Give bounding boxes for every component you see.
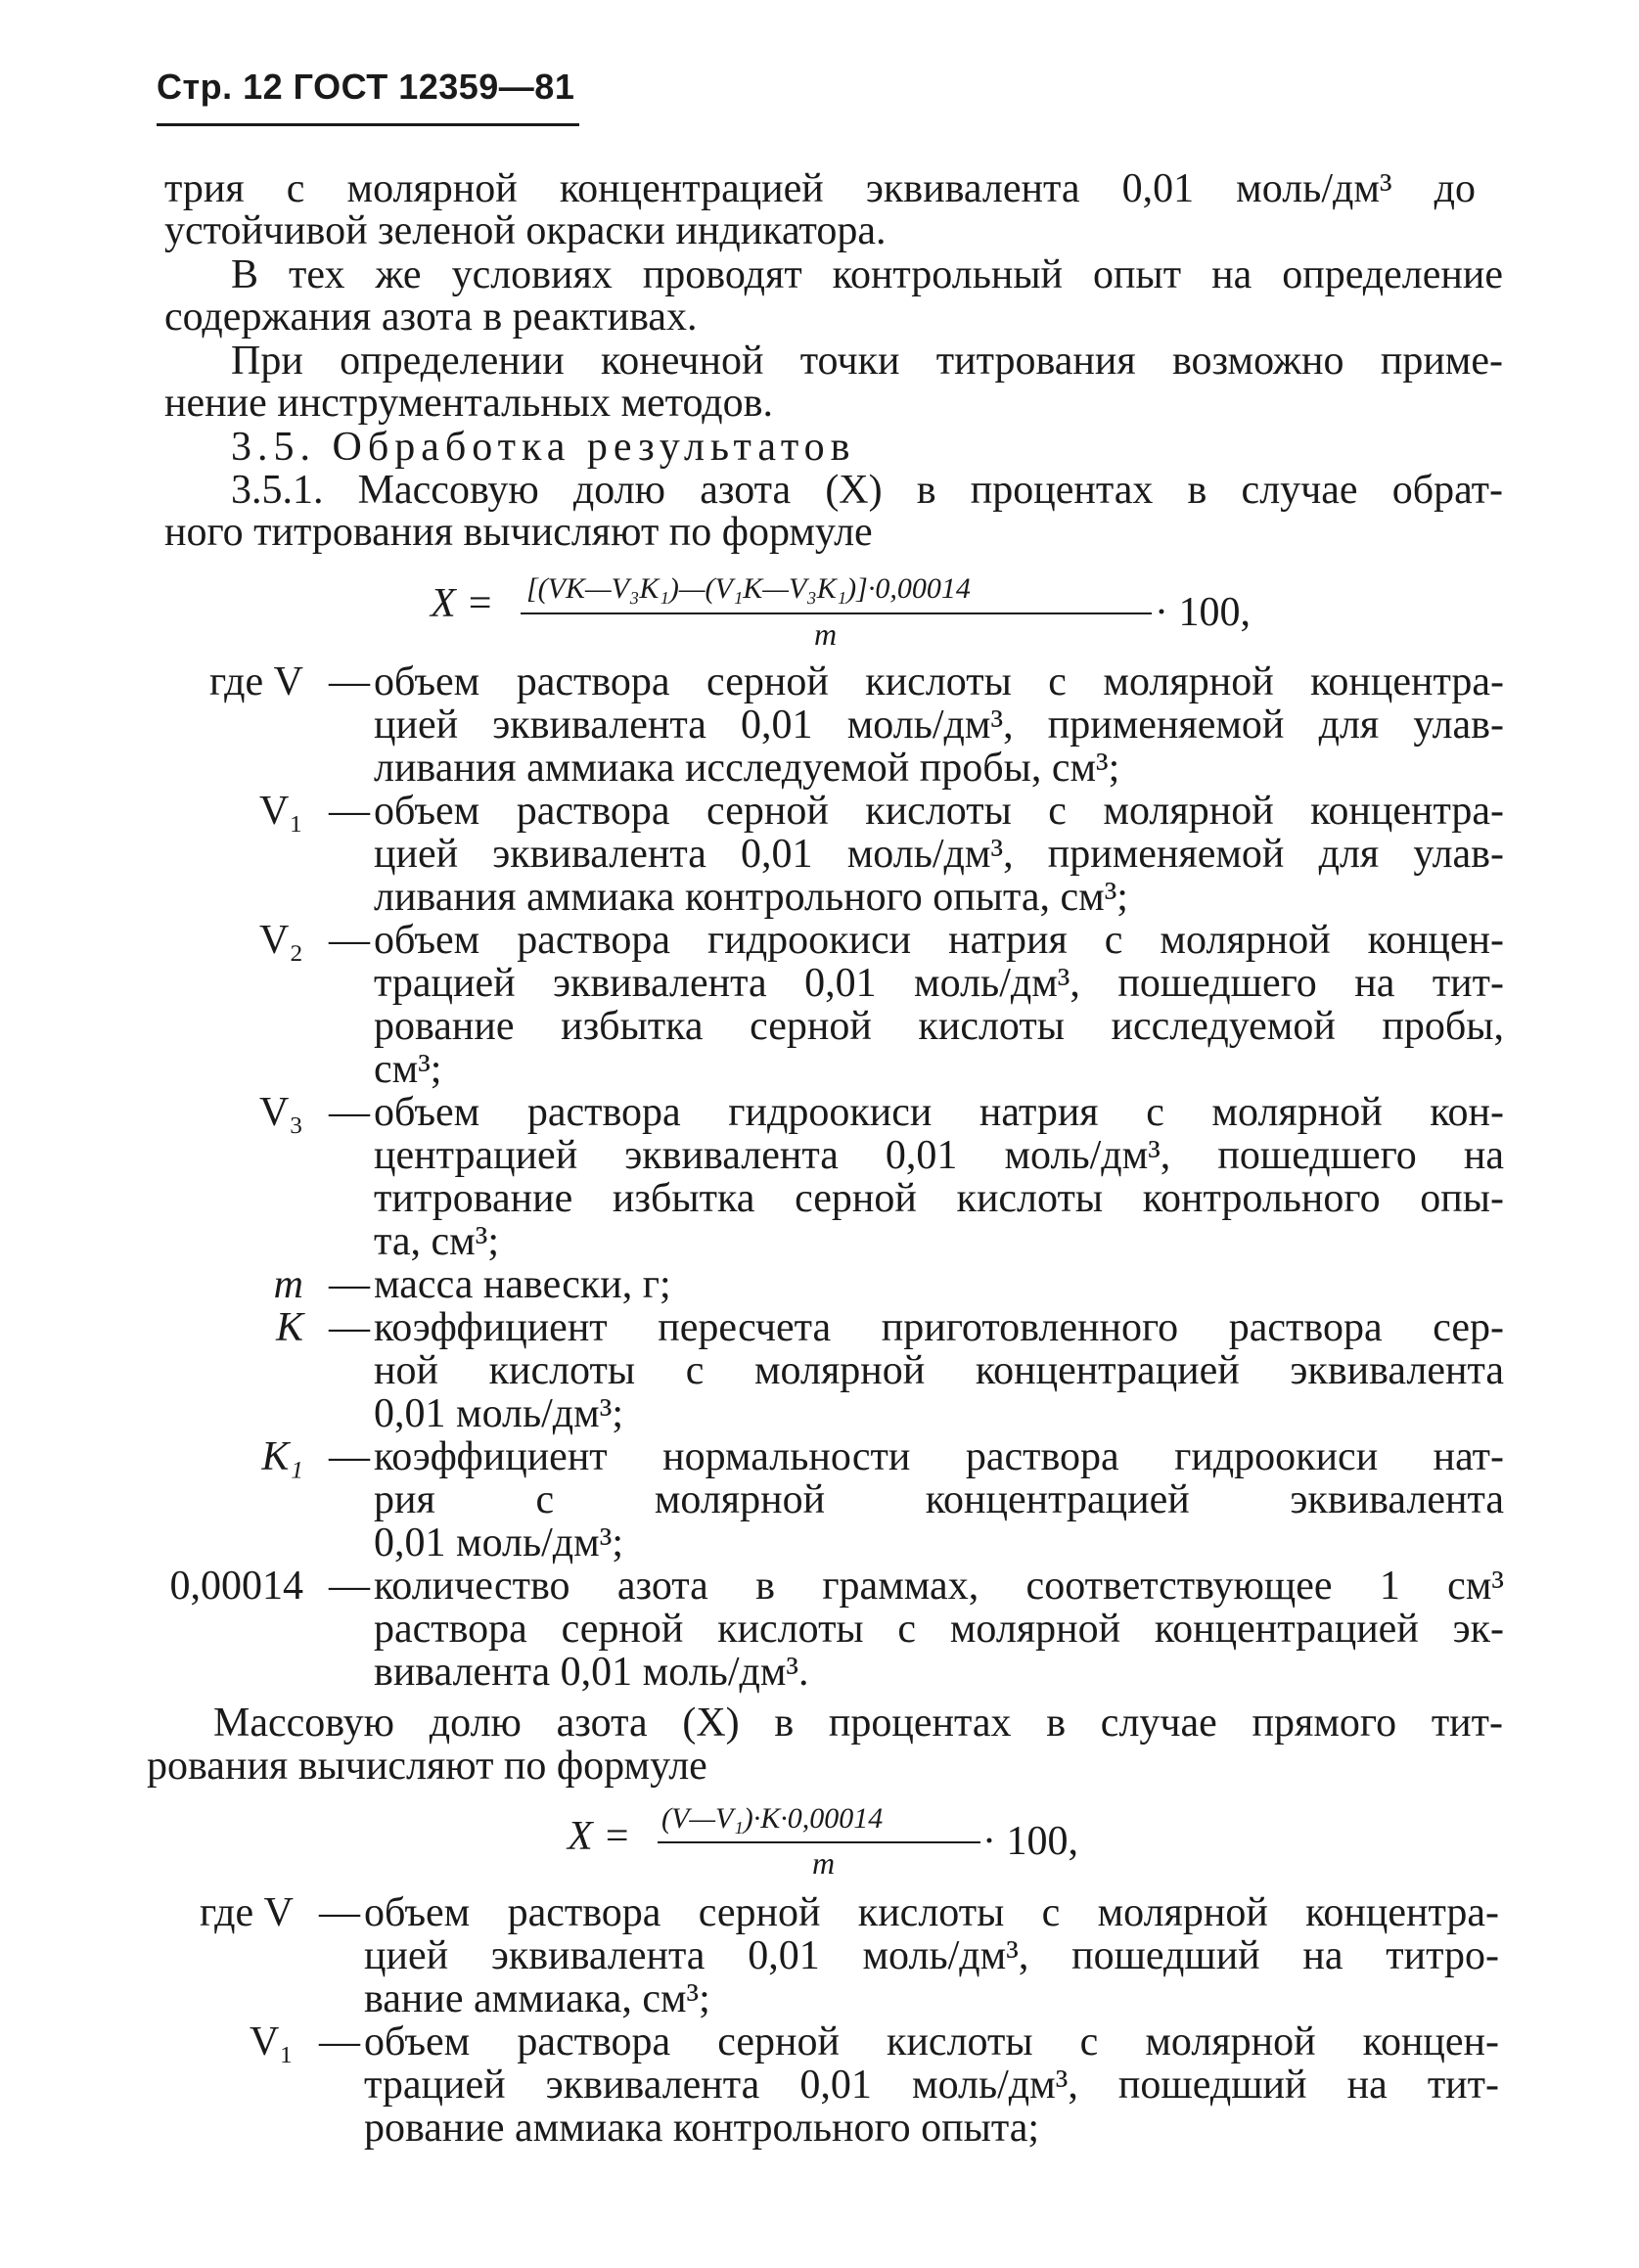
fraction-line	[658, 1841, 980, 1843]
def-line: коэффициент нормальности раствора гидроокиси нат-	[374, 1434, 1504, 1479]
def-dash: —	[319, 1890, 360, 1935]
def-line: 0,01 моль/дм³;	[374, 1520, 624, 1565]
def-term: V₁	[250, 2019, 294, 2064]
def-dash: —	[329, 1262, 370, 1307]
def-term: K	[275, 1305, 303, 1350]
def-term: 0,00014	[169, 1564, 303, 1609]
section-heading: 3.5. Обработка результатов	[231, 425, 856, 470]
intro-line: устойчивой зеленой окраски индикатора.	[164, 208, 887, 253]
def-dash: —	[329, 659, 370, 704]
def-line: объем раствора серной кислоты с молярной концентра-	[364, 1890, 1499, 1935]
page-header: Стр. 12 ГОСТ 12359—81	[157, 67, 575, 107]
fraction-line	[521, 612, 1152, 614]
def-line: объем раствора серной кислоты с молярной концентра-	[374, 789, 1504, 834]
direct-line: рования вычисляют по формуле	[147, 1744, 707, 1789]
formula-lhs: X =	[431, 581, 494, 626]
def-line: количество азота в граммах, соответствующее 1 см³	[374, 1564, 1504, 1609]
direct-line: Массовую долю азота (X) в процентах в случае прямого тит-	[213, 1701, 1503, 1746]
formula-tail: · 100,	[982, 1819, 1078, 1864]
intro-line: В тех же условиях проводят контрольный опыт на определение	[231, 252, 1503, 297]
def-term: V₂	[259, 918, 303, 963]
def-dash: —	[329, 1564, 370, 1609]
def-line: рование аммиака контрольного опыта;	[364, 2106, 1040, 2151]
formula-numerator: (V—V₁)·K·0,00014	[661, 1802, 884, 1835]
def-term: где V	[200, 1890, 294, 1935]
def-line: объем раствора гидроокиси натрия с молярной кон-	[374, 1090, 1504, 1135]
def-line: вание аммиака, см³;	[364, 1976, 710, 2021]
def-line: ной кислоты с молярной концентрацией эквивалента	[374, 1348, 1504, 1393]
intro-line: 3.5.1. Массовую долю азота (X) в процентах в случае обрат-	[231, 468, 1503, 513]
intro-line: трия с молярной концентрацией эквивалента 0,01 моль/дм³ до	[164, 166, 1476, 211]
def-term: V₃	[259, 1090, 303, 1135]
def-dash: —	[329, 789, 370, 834]
header-rule	[157, 123, 579, 126]
def-line: та, см³;	[374, 1219, 499, 1264]
def-line: раствора серной кислоты с молярной концентрацией эк-	[374, 1607, 1504, 1652]
def-line: 0,01 моль/дм³;	[374, 1391, 624, 1436]
def-term: V₁	[259, 789, 303, 834]
def-line: вивалента 0,01 моль/дм³.	[374, 1650, 809, 1695]
def-line: объем раствора серной кислоты с молярной концен-	[364, 2019, 1499, 2064]
def-line: рия с молярной концентрацией эквивалента	[374, 1477, 1504, 1522]
def-term: где V	[209, 659, 303, 704]
def-line: см³;	[374, 1047, 442, 1092]
def-line: цией эквивалента 0,01 моль/дм³, применяемой для улав-	[374, 832, 1504, 877]
intro-line: При определении конечной точки титрования возможно приме-	[231, 339, 1503, 384]
intro-line: нение инструментальных методов.	[164, 381, 773, 426]
def-line: цией эквивалента 0,01 моль/дм³, применяемой для улав-	[374, 703, 1504, 748]
def-line: центрацией эквивалента 0,01 моль/дм³, пошедшего на	[374, 1133, 1504, 1178]
def-line: масса навески, г;	[374, 1262, 671, 1307]
formula-numerator: [(VK—V₃K₁)—(V₁K—V₃K₁)]·0,00014	[526, 572, 971, 605]
def-term: K₁	[261, 1434, 303, 1479]
def-line: объем раствора гидроокиси натрия с молярной концен-	[374, 918, 1504, 963]
intro-line: ного титрования вычисляют по формуле	[164, 510, 873, 555]
formula-lhs: X =	[568, 1814, 631, 1859]
def-line: ливания аммиака контрольного опыта, см³;	[374, 875, 1128, 920]
def-line: коэффициент пересчета приготовленного раствора сер-	[374, 1305, 1504, 1350]
def-dash: —	[329, 918, 370, 963]
formula-denominator: m	[812, 1845, 836, 1881]
def-term: m	[273, 1262, 303, 1307]
def-line: рование избытка серной кислоты исследуемой пробы,	[374, 1004, 1504, 1049]
def-line: ливания аммиака исследуемой пробы, см³;	[374, 746, 1120, 791]
def-dash: —	[329, 1434, 370, 1479]
def-dash: —	[329, 1090, 370, 1135]
intro-line: содержания азота в реактивах.	[164, 295, 698, 340]
formula-tail: · 100,	[1155, 590, 1251, 635]
def-dash: —	[329, 1305, 370, 1350]
def-line: цией эквивалента 0,01 моль/дм³, пошедший на титро-	[364, 1933, 1499, 1978]
def-line: трацией эквивалента 0,01 моль/дм³, пошедшего на тит-	[374, 961, 1504, 1006]
def-dash: —	[319, 2019, 360, 2064]
formula-denominator: m	[814, 616, 838, 652]
def-line: титрование избытка серной кислоты контрольного опы-	[374, 1176, 1504, 1221]
def-line: объем раствора серной кислоты с молярной концентра-	[374, 659, 1504, 704]
def-line: трацией эквивалента 0,01 моль/дм³, пошедший на тит-	[364, 2063, 1499, 2108]
